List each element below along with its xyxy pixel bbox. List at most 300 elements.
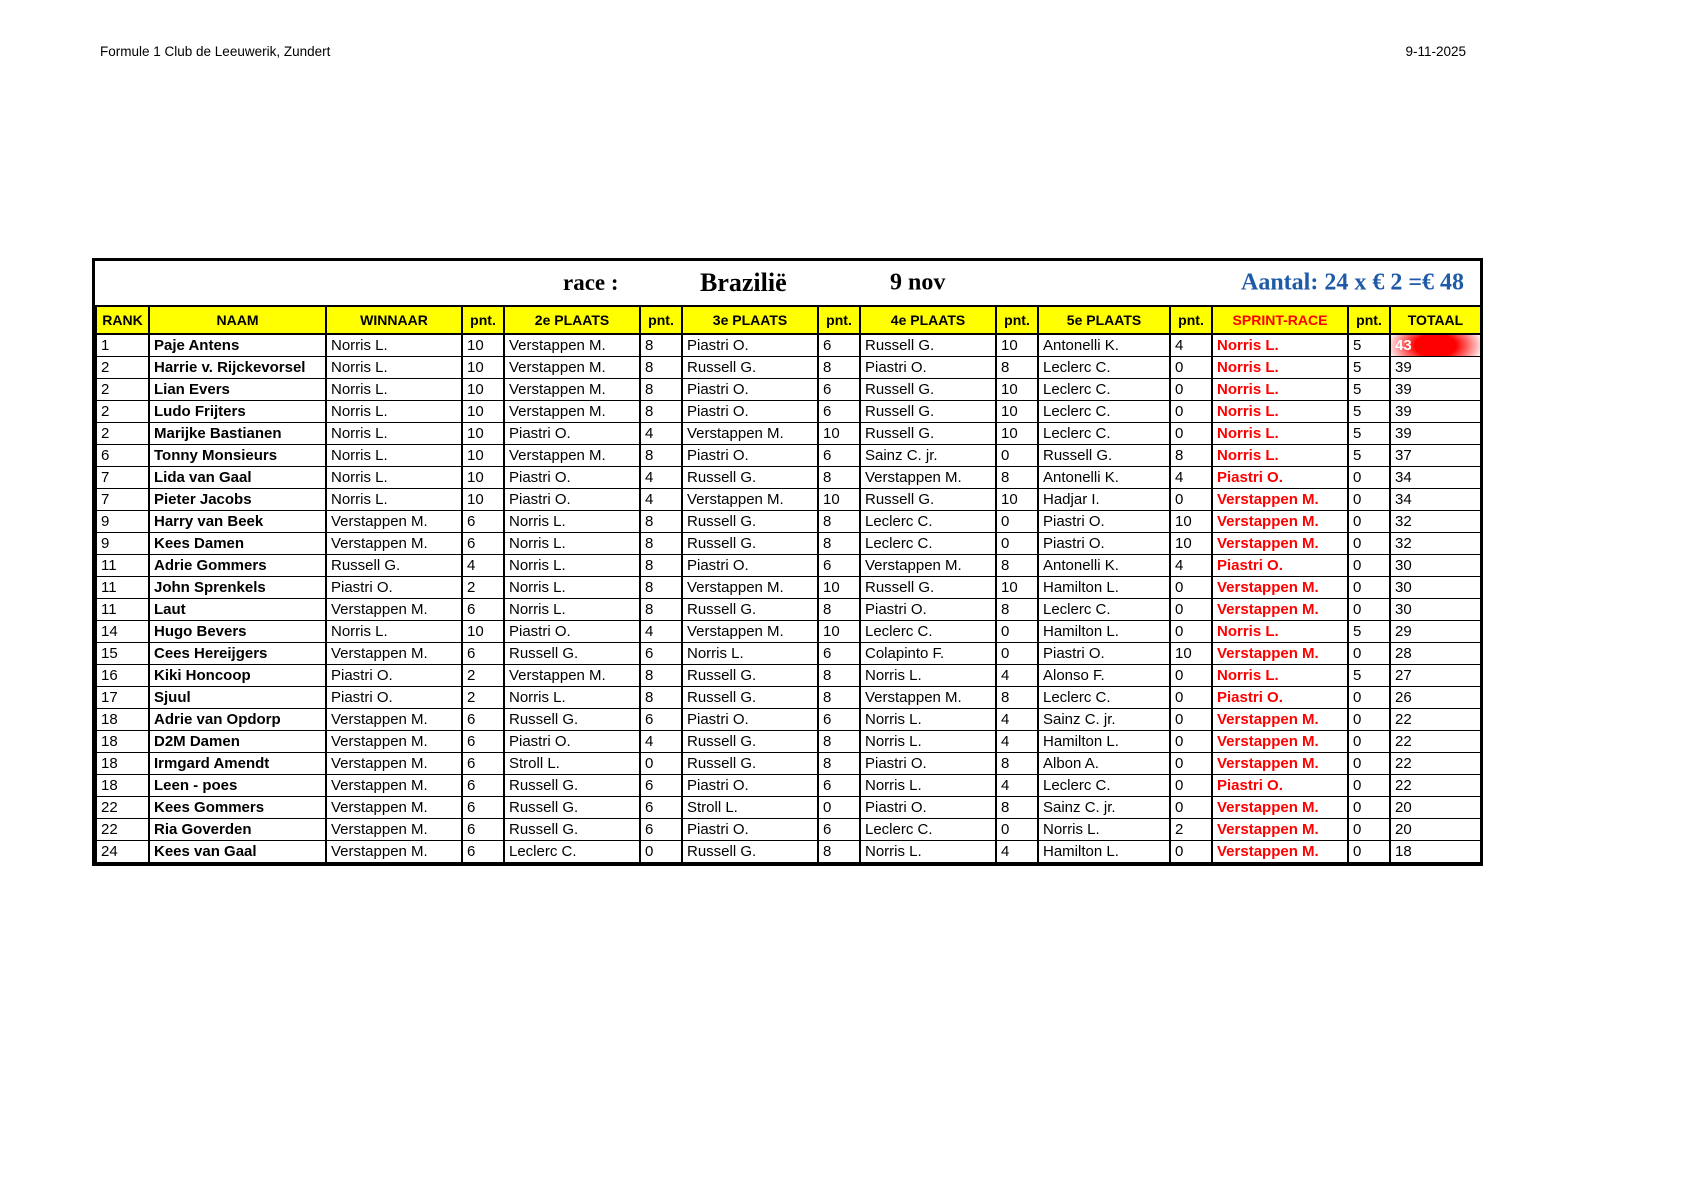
sprint-cell: Piastri O. [1212,775,1348,797]
pnt-cell: 0 [996,643,1038,665]
pnt-cell: 8 [818,467,860,489]
pnt-cell: 6 [818,819,860,841]
column-header-sprint: SPRINT-RACE [1212,306,1348,334]
plaats2-cell: Norris L. [504,555,640,577]
winnaar-cell: Norris L. [326,489,462,511]
plaats3-cell: Piastri O. [682,775,818,797]
entry-fee-total: Aantal: 24 x € 2 =€ 48 [1240,269,1464,296]
table-row [96,709,1481,731]
pnt-cell: 0 [1348,709,1390,731]
plaats3-cell: Russell G. [682,599,818,621]
sprint-cell: Piastri O. [1212,555,1348,577]
pnt-cell: 4 [640,621,682,643]
pnt-cell: 10 [462,401,504,423]
pnt-cell: 0 [1170,797,1212,819]
rank-cell: 17 [96,687,149,709]
pnt-cell: 4 [996,731,1038,753]
pnt-cell: 2 [1170,819,1212,841]
pnt-cell: 0 [1170,665,1212,687]
winnaar-cell: Verstappen M. [326,819,462,841]
pnt-cell: 0 [1348,753,1390,775]
pnt-cell: 6 [462,819,504,841]
pnt-cell: 6 [462,775,504,797]
pnt-cell: 0 [1170,841,1212,863]
pnt-cell: 0 [1348,819,1390,841]
pnt-cell: 5 [1348,665,1390,687]
table-row [96,665,1481,687]
totaal-cell: 39 [1390,401,1481,423]
winnaar-cell: Russell G. [326,555,462,577]
naam-cell: Kees van Gaal [149,841,326,863]
plaats2-cell: Norris L. [504,533,640,555]
pnt-cell: 8 [640,334,682,357]
pnt-cell: 10 [996,379,1038,401]
pnt-cell: 6 [818,334,860,357]
totaal-cell: 20 [1390,797,1481,819]
column-header-totaal: TOTAAL [1390,306,1481,334]
plaats2-cell: Russell G. [504,709,640,731]
plaats2-cell: Verstappen M. [504,445,640,467]
totaal-cell: 34 [1390,467,1481,489]
naam-cell: Kiki Honcoop [149,665,326,687]
column-header-pnt: pnt. [1170,306,1212,334]
pnt-cell: 0 [1170,775,1212,797]
pnt-cell: 8 [996,467,1038,489]
pnt-cell: 8 [818,357,860,379]
pnt-cell: 4 [996,775,1038,797]
pnt-cell: 0 [996,621,1038,643]
pnt-cell: 8 [996,599,1038,621]
pnt-cell: 8 [1170,445,1212,467]
sprint-cell: Norris L. [1212,445,1348,467]
pnt-cell: 0 [996,819,1038,841]
plaats3-cell: Norris L. [682,643,818,665]
pnt-cell: 4 [996,709,1038,731]
plaats4-cell: Verstappen M. [860,555,996,577]
pnt-cell: 2 [462,577,504,599]
pnt-cell: 8 [640,533,682,555]
pnt-cell: 4 [1170,555,1212,577]
plaats2-cell: Verstappen M. [504,401,640,423]
pnt-cell: 6 [640,819,682,841]
pnt-cell: 0 [818,797,860,819]
pnt-cell: 0 [1348,577,1390,599]
plaats5-cell: Leclerc C. [1038,357,1170,379]
pnt-cell: 6 [640,797,682,819]
pnt-cell: 10 [996,577,1038,599]
pnt-cell: 8 [818,511,860,533]
plaats5-cell: Hamilton L. [1038,731,1170,753]
plaats4-cell: Piastri O. [860,357,996,379]
pnt-cell: 10 [462,445,504,467]
pnt-cell: 6 [818,555,860,577]
plaats2-cell: Verstappen M. [504,357,640,379]
totaal-cell: 37 [1390,445,1481,467]
pnt-cell: 8 [996,753,1038,775]
plaats2-cell: Norris L. [504,577,640,599]
plaats5-cell: Russell G. [1038,445,1170,467]
pnt-cell: 0 [996,445,1038,467]
plaats4-cell: Russell G. [860,334,996,357]
column-header-plaats2: 2e PLAATS [504,306,640,334]
pnt-cell: 10 [818,489,860,511]
sprint-cell: Verstappen M. [1212,731,1348,753]
plaats5-cell: Antonelli K. [1038,467,1170,489]
plaats4-cell: Norris L. [860,841,996,863]
winnaar-cell: Verstappen M. [326,643,462,665]
pnt-cell: 0 [1348,533,1390,555]
pnt-cell: 10 [462,423,504,445]
pnt-cell: 6 [640,709,682,731]
pnt-cell: 8 [818,841,860,863]
standings-table [95,305,1482,863]
pnt-cell: 10 [818,621,860,643]
totaal-cell: 39 [1390,357,1481,379]
table-row [96,401,1481,423]
naam-cell: Cees Hereijgers [149,643,326,665]
table-row [96,775,1481,797]
rank-cell: 7 [96,467,149,489]
column-header-plaats3: 3e PLAATS [682,306,818,334]
totaal-cell: 29 [1390,621,1481,643]
table-row [96,467,1481,489]
winnaar-cell: Verstappen M. [326,841,462,863]
pnt-cell: 10 [996,401,1038,423]
pnt-cell: 6 [462,709,504,731]
pnt-cell: 8 [818,687,860,709]
naam-cell: Marijke Bastianen [149,423,326,445]
pnt-cell: 0 [1170,709,1212,731]
winnaar-cell: Norris L. [326,334,462,357]
pnt-cell: 10 [818,577,860,599]
plaats3-cell: Russell G. [682,841,818,863]
plaats3-cell: Piastri O. [682,334,818,357]
rank-cell: 18 [96,709,149,731]
pnt-cell: 0 [1170,401,1212,423]
plaats2-cell: Russell G. [504,819,640,841]
pnt-cell: 10 [462,621,504,643]
plaats4-cell: Verstappen M. [860,687,996,709]
plaats3-cell: Russell G. [682,665,818,687]
column-header-pnt: pnt. [818,306,860,334]
pnt-cell: 0 [1170,753,1212,775]
plaats4-cell: Russell G. [860,489,996,511]
naam-cell: Kees Damen [149,533,326,555]
pnt-cell: 8 [640,577,682,599]
race-name: Brazilië [700,268,787,297]
totaal-cell: 22 [1390,709,1481,731]
naam-cell: Pieter Jacobs [149,489,326,511]
plaats4-cell: Piastri O. [860,797,996,819]
totaal-cell: 32 [1390,511,1481,533]
pnt-cell: 8 [996,555,1038,577]
winnaar-cell: Norris L. [326,445,462,467]
winnaar-cell: Verstappen M. [326,775,462,797]
plaats4-cell: Leclerc C. [860,621,996,643]
rank-cell: 11 [96,577,149,599]
plaats2-cell: Russell G. [504,797,640,819]
pnt-cell: 0 [1348,797,1390,819]
pnt-cell: 10 [462,334,504,357]
plaats2-cell: Norris L. [504,599,640,621]
table-row [96,334,1481,357]
pnt-cell: 6 [818,379,860,401]
column-header-plaats5: 5e PLAATS [1038,306,1170,334]
pnt-cell: 10 [818,423,860,445]
pnt-cell: 8 [818,731,860,753]
sprint-cell: Verstappen M. [1212,511,1348,533]
plaats4-cell: Russell G. [860,423,996,445]
table-row [96,687,1481,709]
naam-cell: Tonny Monsieurs [149,445,326,467]
pnt-cell: 6 [462,599,504,621]
pnt-cell: 10 [462,467,504,489]
pnt-cell: 0 [1348,511,1390,533]
plaats5-cell: Albon A. [1038,753,1170,775]
naam-cell: Irmgard Amendt [149,753,326,775]
naam-cell: Adrie van Opdorp [149,709,326,731]
plaats5-cell: Leclerc C. [1038,423,1170,445]
pnt-cell: 6 [818,401,860,423]
plaats4-cell: Piastri O. [860,753,996,775]
pnt-cell: 6 [462,797,504,819]
pnt-cell: 8 [640,687,682,709]
pnt-cell: 6 [462,841,504,863]
column-header-pnt: pnt. [462,306,504,334]
table-row [96,599,1481,621]
rank-cell: 11 [96,555,149,577]
plaats4-cell: Leclerc C. [860,819,996,841]
pnt-cell: 0 [1170,379,1212,401]
pnt-cell: 4 [1170,334,1212,357]
pnt-cell: 0 [640,753,682,775]
pnt-cell: 8 [996,357,1038,379]
plaats5-cell: Leclerc C. [1038,687,1170,709]
totaal-cell: 39 [1390,423,1481,445]
plaats2-cell: Piastri O. [504,423,640,445]
pnt-cell: 0 [1170,687,1212,709]
pnt-cell: 10 [462,357,504,379]
column-header-naam: NAAM [149,306,326,334]
winnaar-cell: Norris L. [326,401,462,423]
naam-cell: Adrie Gommers [149,555,326,577]
column-header-winnaar: WINNAAR [326,306,462,334]
pnt-cell: 0 [1170,599,1212,621]
plaats4-cell: Verstappen M. [860,467,996,489]
naam-cell: Leen - poes [149,775,326,797]
plaats3-cell: Stroll L. [682,797,818,819]
pnt-cell: 2 [462,665,504,687]
rank-cell: 2 [96,357,149,379]
winnaar-cell: Verstappen M. [326,797,462,819]
pnt-cell: 4 [640,489,682,511]
winnaar-cell: Piastri O. [326,577,462,599]
table-row [96,511,1481,533]
pnt-cell: 4 [640,423,682,445]
pnt-cell: 10 [1170,643,1212,665]
sprint-cell: Verstappen M. [1212,797,1348,819]
sprint-cell: Verstappen M. [1212,643,1348,665]
naam-cell: Lida van Gaal [149,467,326,489]
pnt-cell: 0 [1348,687,1390,709]
plaats3-cell: Russell G. [682,357,818,379]
pnt-cell: 10 [996,423,1038,445]
pnt-cell: 8 [640,357,682,379]
plaats4-cell: Norris L. [860,709,996,731]
plaats2-cell: Russell G. [504,643,640,665]
naam-cell: Ludo Frijters [149,401,326,423]
column-header-pnt: pnt. [996,306,1038,334]
sprint-cell: Norris L. [1212,334,1348,357]
plaats5-cell: Antonelli K. [1038,555,1170,577]
plaats2-cell: Norris L. [504,687,640,709]
pnt-cell: 0 [996,511,1038,533]
plaats5-cell: Leclerc C. [1038,379,1170,401]
pnt-cell: 0 [1348,489,1390,511]
pnt-cell: 6 [640,643,682,665]
pnt-cell: 6 [818,709,860,731]
totaal-cell: 20 [1390,819,1481,841]
plaats5-cell: Sainz C. jr. [1038,709,1170,731]
plaats4-cell: Piastri O. [860,599,996,621]
table-row [96,423,1481,445]
plaats2-cell: Piastri O. [504,731,640,753]
standings-body [96,334,1481,863]
sprint-cell: Verstappen M. [1212,577,1348,599]
pnt-cell: 6 [818,775,860,797]
winnaar-cell: Piastri O. [326,687,462,709]
pnt-cell: 6 [462,753,504,775]
table-row [96,819,1481,841]
plaats4-cell: Leclerc C. [860,533,996,555]
naam-cell: Paje Antens [149,334,326,357]
club-header: Formule 1 Club de Leeuwerik, Zundert [100,44,331,59]
sprint-cell: Norris L. [1212,621,1348,643]
plaats5-cell: Sainz C. jr. [1038,797,1170,819]
table-row [96,489,1481,511]
plaats3-cell: Piastri O. [682,445,818,467]
pnt-cell: 5 [1348,401,1390,423]
plaats2-cell: Piastri O. [504,467,640,489]
totaal-cell: 39 [1390,379,1481,401]
plaats3-cell: Piastri O. [682,401,818,423]
table-row [96,533,1481,555]
sprint-cell: Piastri O. [1212,467,1348,489]
header-row [96,306,1481,334]
column-header-pnt: pnt. [1348,306,1390,334]
pnt-cell: 8 [640,599,682,621]
rank-cell: 16 [96,665,149,687]
totaal-cell: 43 [1390,334,1481,357]
pnt-cell: 6 [462,731,504,753]
totaal-cell: 26 [1390,687,1481,709]
rank-cell: 18 [96,753,149,775]
sprint-cell: Verstappen M. [1212,841,1348,863]
totaal-cell: 30 [1390,555,1481,577]
pnt-cell: 8 [640,665,682,687]
naam-cell: Laut [149,599,326,621]
rank-cell: 18 [96,731,149,753]
pnt-cell: 5 [1348,357,1390,379]
naam-cell: John Sprenkels [149,577,326,599]
pnt-cell: 4 [996,665,1038,687]
totaal-cell: 22 [1390,775,1481,797]
pnt-cell: 6 [640,775,682,797]
sprint-cell: Norris L. [1212,401,1348,423]
sprint-cell: Verstappen M. [1212,533,1348,555]
standings-table-box [92,258,1483,866]
table-row [96,445,1481,467]
rank-cell: 14 [96,621,149,643]
plaats5-cell: Hamilton L. [1038,841,1170,863]
plaats4-cell: Colapinto F. [860,643,996,665]
plaats2-cell: Norris L. [504,511,640,533]
rank-cell: 9 [96,511,149,533]
winnaar-cell: Verstappen M. [326,753,462,775]
pnt-cell: 5 [1348,445,1390,467]
pnt-cell: 4 [640,731,682,753]
rank-cell: 6 [96,445,149,467]
winnaar-cell: Norris L. [326,621,462,643]
plaats5-cell: Piastri O. [1038,643,1170,665]
pnt-cell: 0 [1348,643,1390,665]
plaats4-cell: Russell G. [860,577,996,599]
rank-cell: 2 [96,401,149,423]
plaats5-cell: Hadjar I. [1038,489,1170,511]
plaats5-cell: Leclerc C. [1038,599,1170,621]
pnt-cell: 0 [1170,489,1212,511]
rank-cell: 18 [96,775,149,797]
totaal-cell: 32 [1390,533,1481,555]
table-row [96,753,1481,775]
pnt-cell: 6 [818,445,860,467]
print-date: 9-11-2025 [1405,44,1466,59]
sprint-cell: Verstappen M. [1212,819,1348,841]
pnt-cell: 8 [996,797,1038,819]
totaal-cell: 30 [1390,599,1481,621]
pnt-cell: 10 [996,489,1038,511]
pnt-cell: 8 [640,445,682,467]
pnt-cell: 5 [1348,334,1390,357]
winnaar-cell: Verstappen M. [326,511,462,533]
naam-cell: Lian Evers [149,379,326,401]
plaats3-cell: Russell G. [682,687,818,709]
rank-cell: 2 [96,379,149,401]
naam-cell: Kees Gommers [149,797,326,819]
rank-cell: 1 [96,334,149,357]
winnaar-cell: Norris L. [326,423,462,445]
plaats5-cell: Leclerc C. [1038,401,1170,423]
table-row [96,841,1481,863]
winnaar-cell: Verstappen M. [326,731,462,753]
sprint-cell: Verstappen M. [1212,599,1348,621]
rank-cell: 22 [96,819,149,841]
totaal-cell: 18 [1390,841,1481,863]
plaats5-cell: Piastri O. [1038,511,1170,533]
table-row [96,621,1481,643]
pnt-cell: 8 [640,379,682,401]
rank-cell: 15 [96,643,149,665]
pnt-cell: 5 [1348,423,1390,445]
pnt-cell: 0 [1348,731,1390,753]
totaal-cell: 28 [1390,643,1481,665]
pnt-cell: 6 [462,643,504,665]
plaats2-cell: Russell G. [504,775,640,797]
pnt-cell: 5 [1348,621,1390,643]
column-header-plaats4: 4e PLAATS [860,306,996,334]
table-row [96,379,1481,401]
pnt-cell: 8 [818,665,860,687]
